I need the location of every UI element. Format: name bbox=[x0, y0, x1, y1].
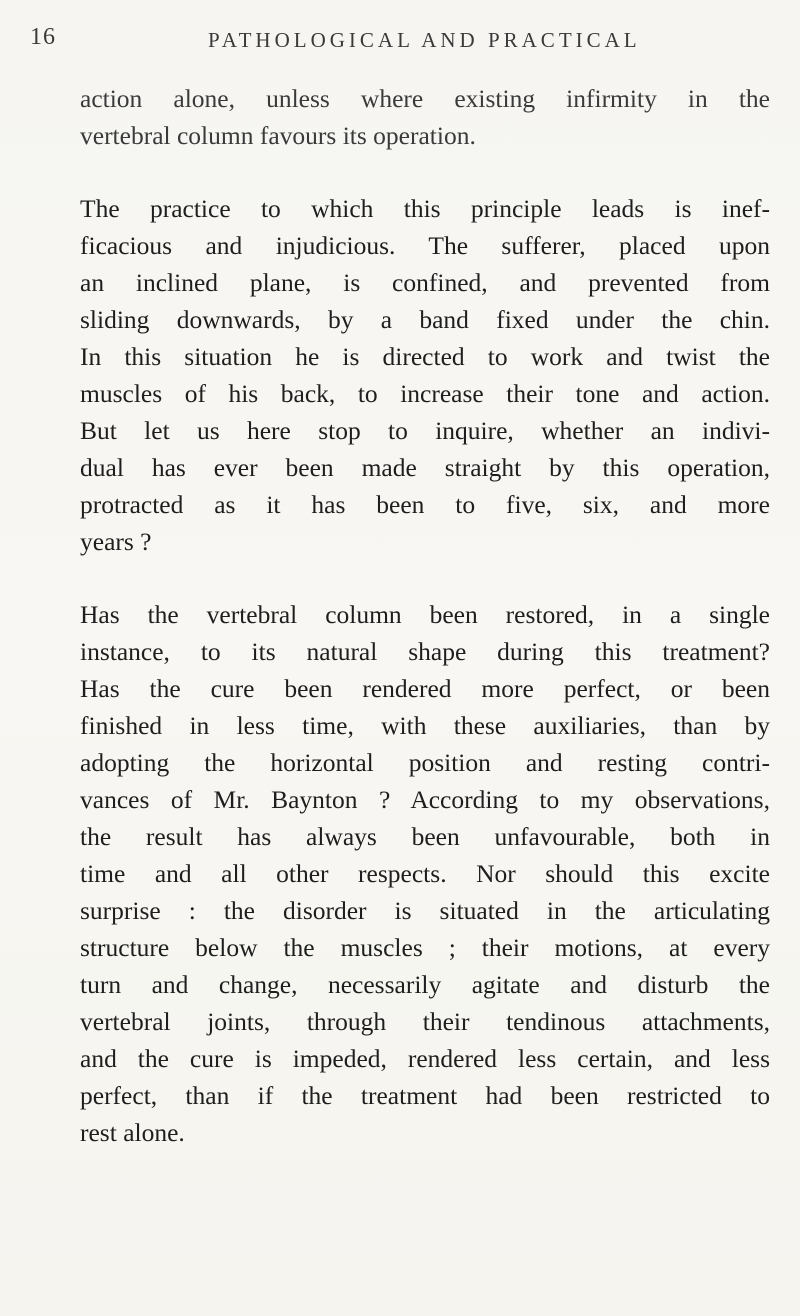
paragraph-1 bbox=[80, 80, 770, 154]
text-line: years ? bbox=[80, 527, 152, 556]
text-line: surprise : the disorder is situated in the articulating bbox=[80, 896, 770, 925]
text-line: the result has always been unfavourable, both in bbox=[80, 822, 770, 851]
text-line: protracted as it has been to five, six, and more bbox=[80, 490, 770, 519]
text-line: In this situation he is directed to work and twist the bbox=[80, 342, 770, 371]
text-line: muscles of his back, to increase their tone and action. bbox=[80, 379, 770, 408]
paragraph-2 bbox=[80, 190, 770, 560]
text-line: adopting the horizontal position and resting contri- bbox=[80, 748, 770, 777]
text-line: and the cure is impeded, rendered less certain, and less bbox=[80, 1044, 770, 1073]
text-line: rest alone. bbox=[80, 1118, 185, 1147]
running-head: PATHOLOGICAL AND PRACTICAL bbox=[208, 28, 641, 52]
text-line: sliding downwards, by a band fixed under the chin. bbox=[80, 305, 770, 334]
text-line: ficacious and injudicious. The sufferer, placed upon bbox=[80, 231, 770, 260]
text-line: instance, to its natural shape during this treatment? bbox=[80, 637, 770, 666]
paragraph-3 bbox=[80, 596, 770, 1151]
text-line: Has the vertebral column been restored, in a single bbox=[80, 600, 770, 629]
text-line: But let us here stop to inquire, whether an indivi- bbox=[80, 416, 770, 445]
text-line: turn and change, necessarily agitate and disturb the bbox=[80, 970, 770, 999]
text-line: action alone, unless where existing infirmity in the bbox=[80, 84, 770, 113]
text-line: The practice to which this principle leads is inef- bbox=[80, 194, 770, 223]
text-line: dual has ever been made straight by this operation, bbox=[80, 453, 770, 482]
text-line: perfect, than if the treatment had been restricted to bbox=[80, 1081, 770, 1110]
text-line: finished in less time, with these auxiliaries, than by bbox=[80, 711, 770, 740]
page-number: 16 bbox=[30, 24, 56, 50]
text-line: time and all other respects. Nor should this excite bbox=[80, 859, 770, 888]
text-line: vertebral joints, through their tendinous attachments, bbox=[80, 1007, 770, 1036]
text-line: Has the cure been rendered more perfect, or been bbox=[80, 674, 770, 703]
page-header bbox=[0, 24, 800, 64]
text-line: an inclined plane, is confined, and prevented from bbox=[80, 268, 770, 297]
body-text bbox=[80, 80, 770, 1151]
text-line: vertebral column favours its operation. bbox=[80, 121, 476, 150]
text-line: structure below the muscles ; their motions, at every bbox=[80, 933, 770, 962]
text-line: vances of Mr. Baynton ? According to my observations, bbox=[80, 785, 770, 814]
